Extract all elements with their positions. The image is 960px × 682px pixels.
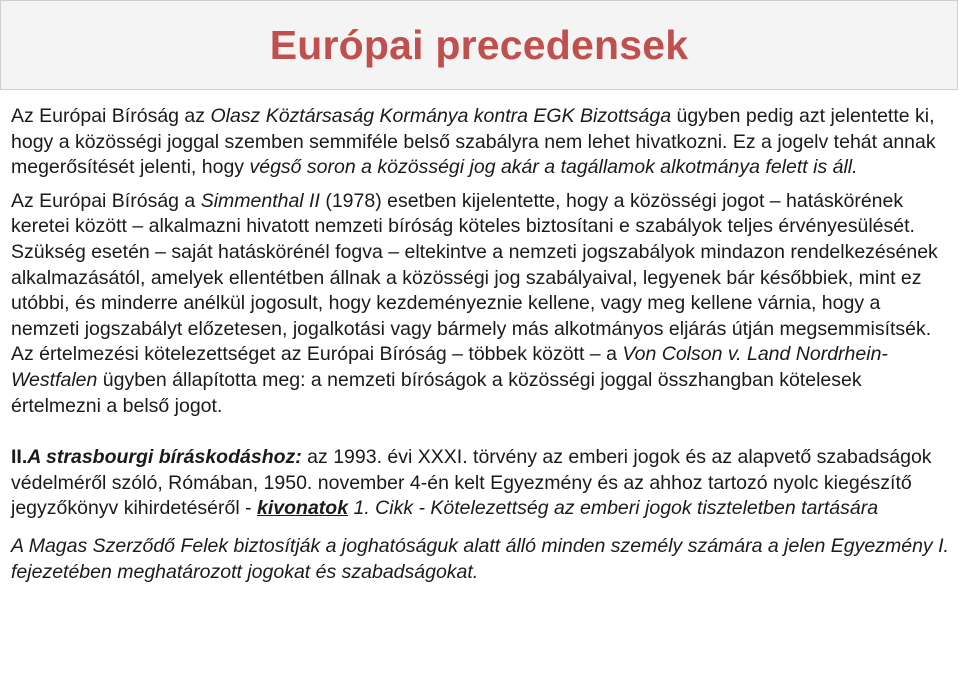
article-text-italic: A Magas Szerződő Felek biztosítják a joghatóságuk alatt álló minden személy számára a jelen Egyezmény I. fejezetében meghatározott jogokat és szabadságokat.: [11, 534, 949, 583]
paragraph-simmenthal-case: [11, 189, 949, 419]
slide-title: Európai precedensek: [269, 21, 689, 68]
text-span: ügyben állapította meg: a nemzeti bíróságok a közösségi joggal összhangban kötelesek értelmezni a belső jogot.: [11, 368, 862, 417]
emphasis-italic: végső soron a közösségi jog akár a tagállamok alkotmánya felett is áll.: [249, 156, 858, 179]
kivonatok-link[interactable]: kivonatok: [257, 497, 349, 520]
slide-body: [11, 104, 949, 585]
text-span: ügyben pedig azt jelentette ki, hogy a közösségi joggal szemben semmiféle belső szabályra nem lehet hivatkozni. Ez a jogelv tehát annak megerősítését jelenti, hogy: [11, 105, 936, 179]
paragraph-strasbourg: [11, 445, 949, 522]
paragraph-olasz-case: [11, 104, 949, 181]
section-number: II.: [11, 446, 28, 469]
article-title-italic: 1. Cikk - Kötelezettség az emberi jogok tiszteletben tartására: [353, 497, 879, 520]
case-name-italic: Simmenthal II: [200, 189, 320, 212]
paragraph-article-text: [11, 534, 949, 585]
slide-header: [0, 0, 958, 90]
case-name-italic: Olasz Köztársaság Kormánya kontra EGK Bizottsága: [210, 105, 672, 127]
text-span: az 1993. évi XXXI. törvény az emberi jogok és az alapvető szabadságok védelméről szóló, Rómában, 1950. november 4-én kelt Egyezmény és az ahhoz tartozó nyolc kiegészítő jegyzőkönyv kihirdetéséről -: [11, 446, 932, 520]
case-name-italic: Von Colson v. Land Nordrhein-Westfalen: [11, 343, 888, 391]
text-span: Az Európai Bíróság a: [11, 189, 201, 212]
section-heading: A strasbourgi bíráskodáshoz:: [27, 446, 302, 469]
text-span: Az Európai Bíróság az: [11, 105, 211, 127]
text-span: (1978) esetben kijelentette, hogy a közösségi jogot – hatáskörének keretei között – alkalmazni hivatott nemzeti bíróság köteles biztosítani e szabályok teljes érvényesülését. Szükség esetén – saját hatáskörénél fogva – eltekintve a nemzeti jogszabályok mindazon rendelkezésének alkalmazásától, amelyek ellentétben állnak a közösségi jog szabályaival, legyenek bár későbbiek, mint ez utóbbi, és minderre anélkül jogosult, hogy kezdeményeznie kellene, vagy meg kellene várnia, hogy a nemzeti jogszabályt előzetesen, jogalkotási vagy bármely más alkotmányos eljárás útján megsemmisítsék. Az értelmezési kötelezettséget az Európai Bíróság – többek között – a: [11, 189, 938, 366]
